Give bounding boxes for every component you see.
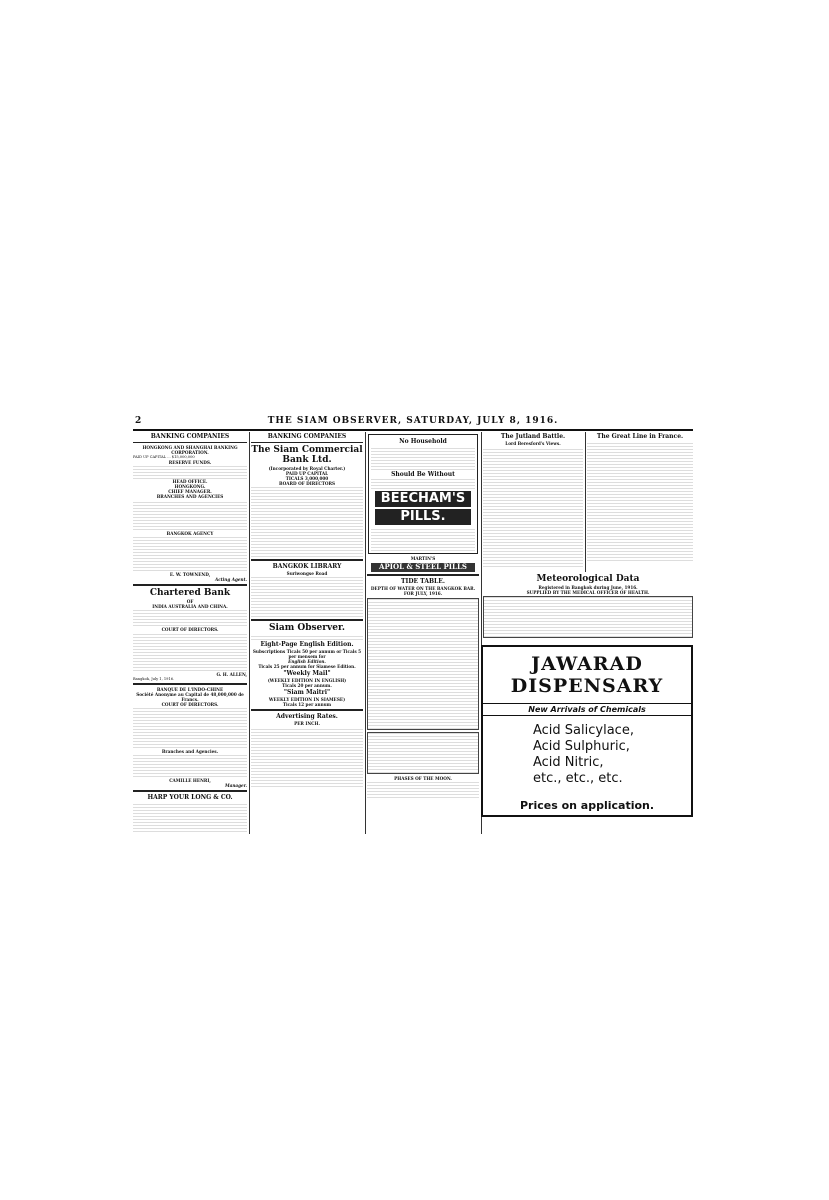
observer-subscriptions: Subscriptions Ticals 50 per annum or Ticals 5 per mensem for xyxy=(252,649,362,659)
harp-body xyxy=(133,802,247,832)
tide-sub: DEPTH OF WATER ON THE BANGKOK BAR. xyxy=(370,585,476,591)
jawarad-ad xyxy=(481,645,693,817)
jawarad-item-4: etc., etc., etc. xyxy=(533,771,623,786)
jawarad-item-3: Acid Nitric, xyxy=(533,755,604,770)
adv-rates-table xyxy=(251,727,363,787)
observer-eight-page: Eight-Page English Edition. xyxy=(260,641,354,648)
observer-ad-sub xyxy=(251,634,363,640)
page-number: 2 xyxy=(135,416,142,426)
hsbc-head-office: HEAD OFFICE. xyxy=(172,478,208,484)
indochine-branches: Branches and Agencies. xyxy=(161,749,219,755)
column-banking-2 xyxy=(251,432,363,834)
hsbc-hongkong: HONGKONG. xyxy=(174,483,206,489)
beecham-text-3 xyxy=(371,527,475,551)
meteo-section xyxy=(483,573,693,643)
library-road: Suriwongse Road xyxy=(286,571,328,576)
meteo-sub: Registered in Bangkok during June, 1916. xyxy=(538,585,638,590)
observer-siamese: Ticals 25 per annum for Siamese Edition. xyxy=(258,664,356,669)
maitri-price: Ticals 12 per annum xyxy=(282,702,332,707)
indochine-name: BANQUE DE L'INDO-CHINE xyxy=(156,687,224,693)
beecham-brand-2: PILLS. xyxy=(375,509,471,525)
siam-bank-name: The Siam Commercial Bank Ltd. xyxy=(251,445,363,465)
hsbc-figures xyxy=(133,465,247,479)
observer-ad-title: Siam Observer. xyxy=(268,623,346,633)
column-banking-1 xyxy=(133,432,247,834)
meteo-title: Meteorological Data xyxy=(536,574,640,584)
hsbc-agent: E. W. TOWNEND, xyxy=(169,571,211,577)
martins-label: MARTIN'S xyxy=(410,556,436,561)
adv-rates: Advertising Rates. xyxy=(276,713,338,720)
hsbc-name: HONGKONG AND SHANGHAI BANKING CORPORATION. xyxy=(142,445,238,455)
tide-table xyxy=(367,598,479,730)
harp-heading: HARP YOUR LONG & CO. xyxy=(147,794,233,802)
masthead xyxy=(133,415,693,431)
chartered-bank: Chartered Bank xyxy=(149,587,231,598)
chartered-court: COURT OF DIRECTORS. xyxy=(161,626,219,632)
weekly-english: (WEEKLY EDITION IN ENGLISH) xyxy=(267,678,347,683)
indochine-sub: Société Anonyme au Capital de 48,000,000 de Francs. xyxy=(136,692,244,703)
column-ads xyxy=(367,432,479,834)
chartered-capital xyxy=(133,610,247,626)
apiol-pills: APIOL & STEEL PILLS xyxy=(371,563,475,572)
hsbc-branch-list xyxy=(133,500,247,530)
chartered-sign: G. H. ALLEN, xyxy=(216,671,247,677)
jawarad-item-2: Acid Sulphuric, xyxy=(533,739,630,754)
siam-bank-board: BOARD OF DIRECTORS xyxy=(278,481,336,486)
jutland-title: The Jutland Battle. xyxy=(500,433,566,440)
library-heading: BANGKOK LIBRARY xyxy=(272,563,342,570)
siam-bank-body xyxy=(251,487,363,557)
indochine-manager-name: CAMILLE HENRI, xyxy=(169,778,211,784)
tide-month: FOR JULY, 1916. xyxy=(403,590,443,596)
chartered-sub: INDIA AUSTRALIA AND CHINA. xyxy=(152,603,228,609)
siam-maitri: "Siam Maitri" xyxy=(283,689,331,696)
indochine-court: COURT OF DIRECTORS. xyxy=(161,702,219,708)
tide-table-pm xyxy=(367,732,479,774)
weekly-price: Ticals 20 per annum. xyxy=(282,683,332,688)
hsbc-body xyxy=(133,537,247,571)
weekly-siamese: WEEKLY EDITION IN SIAMESE) xyxy=(268,697,346,702)
siam-bank-incorporated: (Incorporated by Royal Charter.) xyxy=(268,466,346,471)
chartered-date: Bangkok, July 1, 1916. xyxy=(133,676,175,681)
hsbc-acting: Acting Agent. xyxy=(214,576,247,582)
great-line-title: The Great Line in France. xyxy=(596,433,684,440)
adv-per-inch: PER INCH. xyxy=(294,721,320,726)
column-great-line xyxy=(587,432,693,572)
jutland-body xyxy=(483,447,583,567)
col2-heading: BANKING COMPANIES xyxy=(267,433,347,440)
tide-table-heading: TIDE TABLE. xyxy=(401,577,445,585)
meteo-table xyxy=(483,596,693,638)
beecham-brand-1: BEECHAM'S xyxy=(375,491,471,507)
siam-bank-paid: PAID UP CAPITAL xyxy=(285,471,329,476)
beecham-text xyxy=(371,446,475,470)
weekly-mail: "Weekly Mail" xyxy=(283,670,331,677)
hsbc-reserve: RESERVE FUNDS. xyxy=(168,459,212,465)
newspaper-page xyxy=(133,415,693,833)
col1-heading: BANKING COMPANIES xyxy=(150,433,230,440)
observer-english: English Edition. xyxy=(288,659,326,664)
siam-bank-ticals: TICALS 3,000,000 xyxy=(285,476,329,481)
beecham-should-be: Should Be Without xyxy=(391,471,455,478)
beecham-text-2 xyxy=(371,479,475,489)
jawarad-item-1: Acid Salicylace, xyxy=(533,723,634,738)
jawarad-new-arrivals: New Arrivals of Chemicals xyxy=(483,703,691,716)
indochine-branch-list xyxy=(133,755,247,777)
moon-phases: PHASES OF THE MOON. xyxy=(394,775,452,781)
meteo-sub2: SUPPLIED BY THE MEDICAL OFFICER OF HEALTH. xyxy=(526,590,650,595)
masthead-title: THE SIAM OBSERVER, SATURDAY, JULY 8, 1916. xyxy=(267,416,559,426)
chartered-body xyxy=(133,633,247,671)
hsbc-bangkok-agency: BANGKOK AGENCY xyxy=(166,530,214,536)
column-jutland xyxy=(483,432,583,572)
indochine-body xyxy=(133,708,247,748)
hsbc-chief-manager: CHIEF MANAGER. xyxy=(168,488,212,494)
jawarad-title: JAWARAD DISPENSARY xyxy=(510,653,664,697)
jutland-sub: Lord Beresford's Views. xyxy=(505,441,561,446)
hsbc-capital: PAID UP CAPITAL ... $15,000,000 xyxy=(133,455,195,459)
great-line-body xyxy=(587,441,693,561)
indochine-manager: Manager. xyxy=(225,783,247,789)
chartered-of: OF xyxy=(186,598,194,604)
moon-phases-list xyxy=(367,782,479,798)
library-body xyxy=(251,577,363,617)
jawarad-prices: Prices on application. xyxy=(519,799,655,812)
hsbc-branches: BRANCHES AND AGENCIES xyxy=(156,493,224,499)
beecham-ad xyxy=(368,434,478,554)
beecham-no-household: No Household xyxy=(399,438,447,445)
